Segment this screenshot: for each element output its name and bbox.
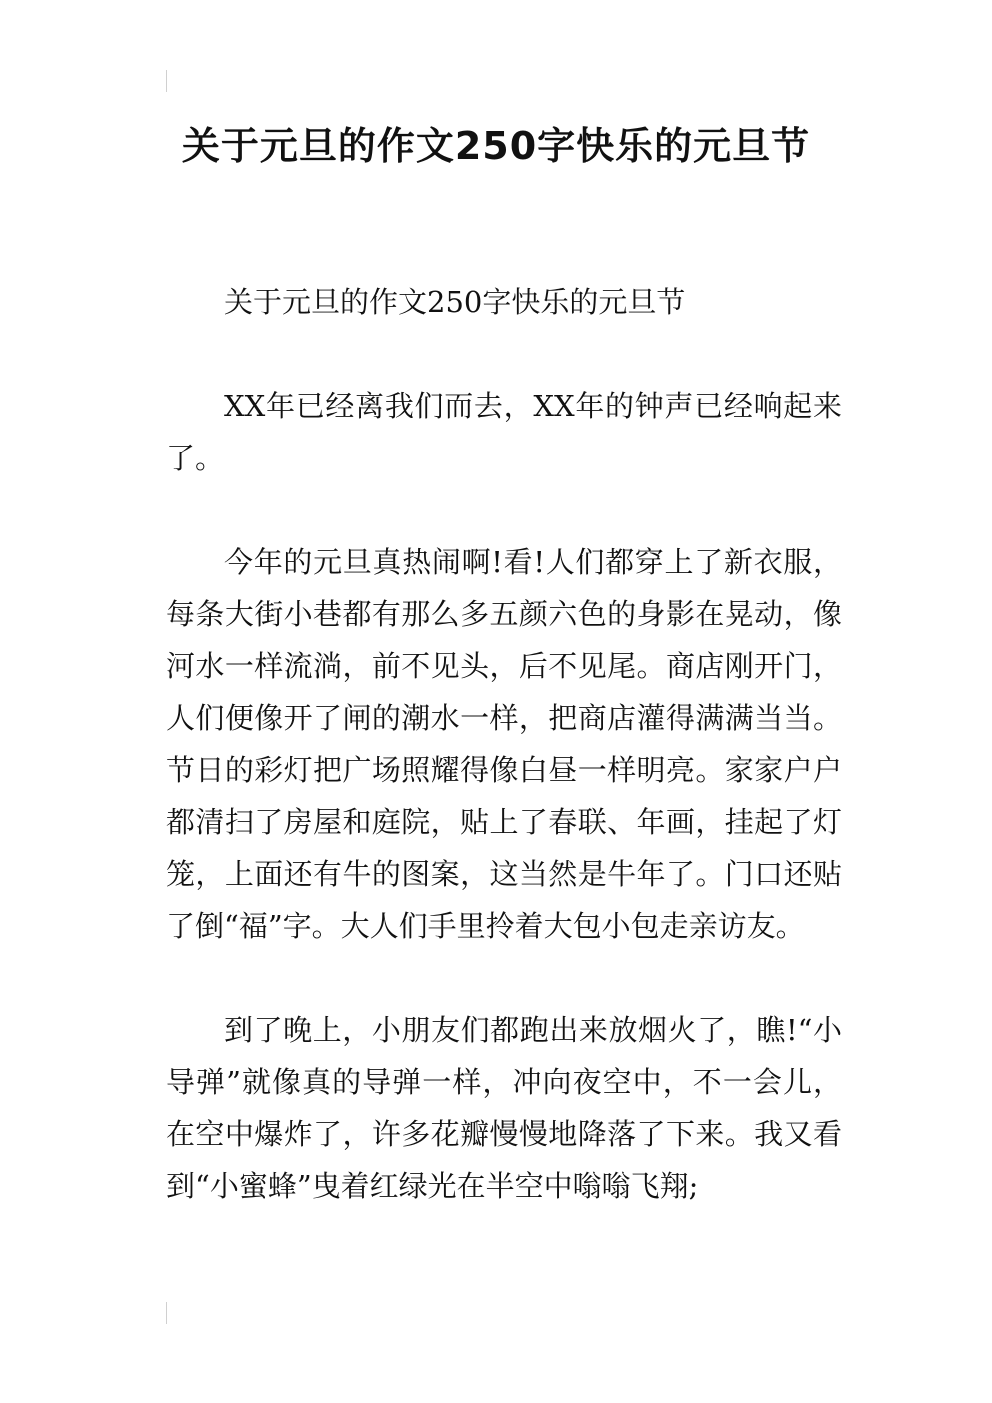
- paragraph-daytime: 今年的元旦真热闹啊!看!人们都穿上了新衣服，每条大街小巷都有那么多五颜六色的身影在晃动，像河水一样流淌，前不见头，后不见尾。商店刚开门，人们便像开了闸的潮水一样，把商店灌得满满当当。节日的彩灯把广场照耀得像白昼一样明亮。家家户户都清扫了房屋和庭院，贴上了春联、年画，挂起了灯笼，上面还有牛的图案，这当然是牛年了。门口还贴了倒“福”字。大人们手里拎着大包小包走亲访友。: [166, 545, 842, 943]
- crop-mark-top: [166, 70, 167, 92]
- crop-mark-bottom: [166, 1302, 167, 1324]
- document-title: 关于元旦的作文250字快乐的元旦节: [181, 124, 811, 168]
- paragraph-subtitle: 关于元旦的作文250字快乐的元旦节: [224, 285, 686, 319]
- paragraph-intro: XX年已经离我们而去，XX年的钟声已经响起来了。: [166, 389, 842, 475]
- paragraph-evening: 到了晚上，小朋友们都跑出来放烟火了，瞧!“小导弹”就像真的导弹一样，冲向夜空中，不一会儿，在空中爆炸了，许多花瓣慢慢地降落了下来。我又看到“小蜜蜂”曳着红绿光在半空中嗡嗡飞翔;: [166, 1013, 842, 1203]
- document-body: [166, 276, 842, 1264]
